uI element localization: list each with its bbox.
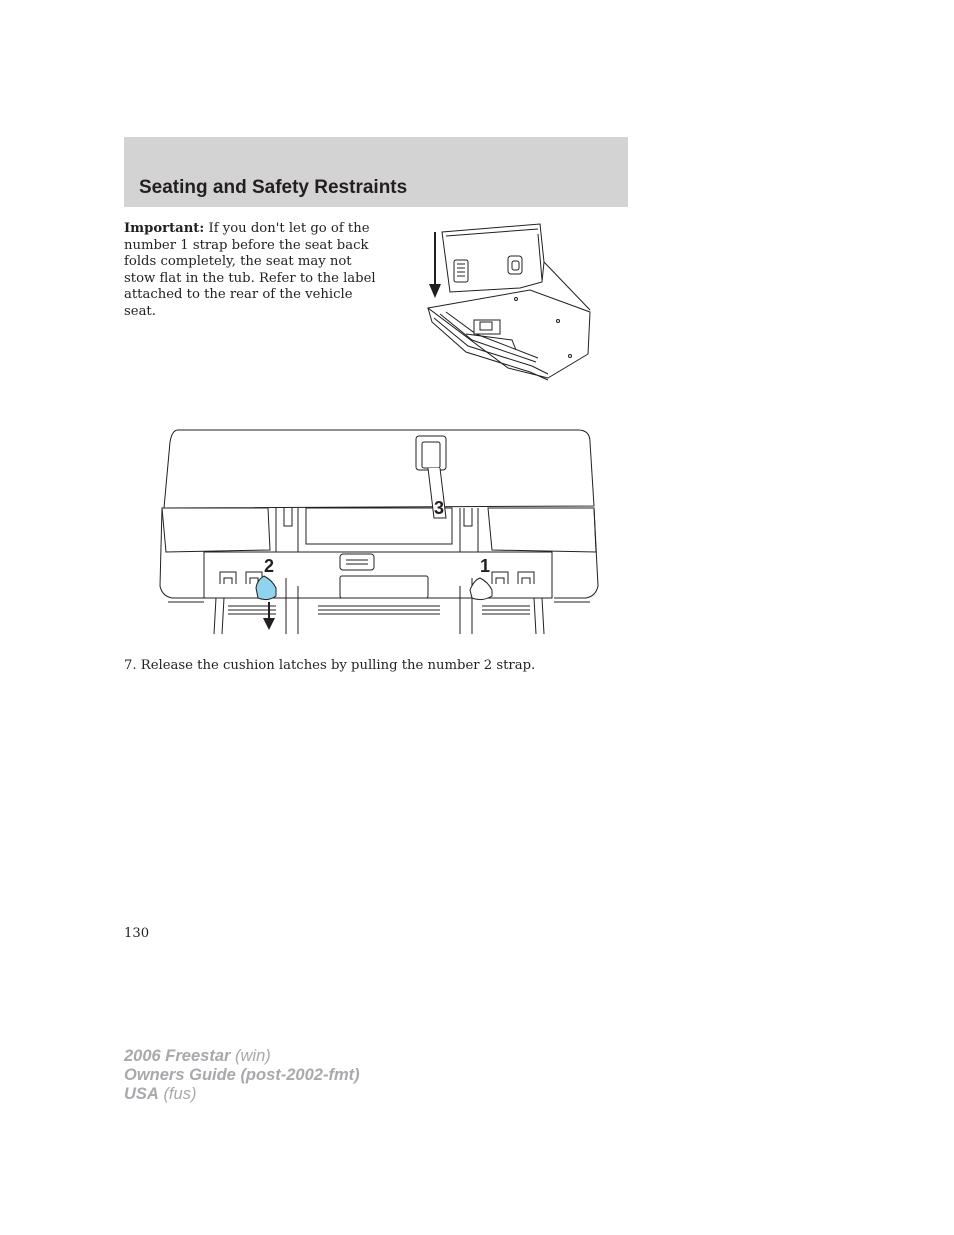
footer-line-1: 2006 Freestar (win) xyxy=(124,1047,271,1065)
strap-label-1: 1 xyxy=(480,556,491,576)
footer-line-3: USA (fus) xyxy=(124,1085,197,1103)
step-7-text: 7. Release the cushion latches by pulling the number 2 strap. xyxy=(124,658,536,673)
seat-fold-illustration xyxy=(420,222,595,392)
footer xyxy=(124,1047,360,1104)
important-note xyxy=(124,221,386,320)
page-number: 130 xyxy=(124,926,150,941)
seat-rear-straps-illustration xyxy=(158,426,600,638)
strap-label-3: 3 xyxy=(434,498,445,518)
footer-line-2: Owners Guide (post-2002-fmt) xyxy=(124,1066,360,1084)
section-title: Seating and Safety Restraints xyxy=(139,177,408,198)
strap-label-2: 2 xyxy=(264,556,275,576)
important-text: If you don't let go of the number 1 strap before the seat back folds completely, the seat may not stow flat in the tub. Refer to the label attached to the rear of the vehicle seat. xyxy=(124,221,376,319)
important-label: Important: xyxy=(124,221,205,236)
